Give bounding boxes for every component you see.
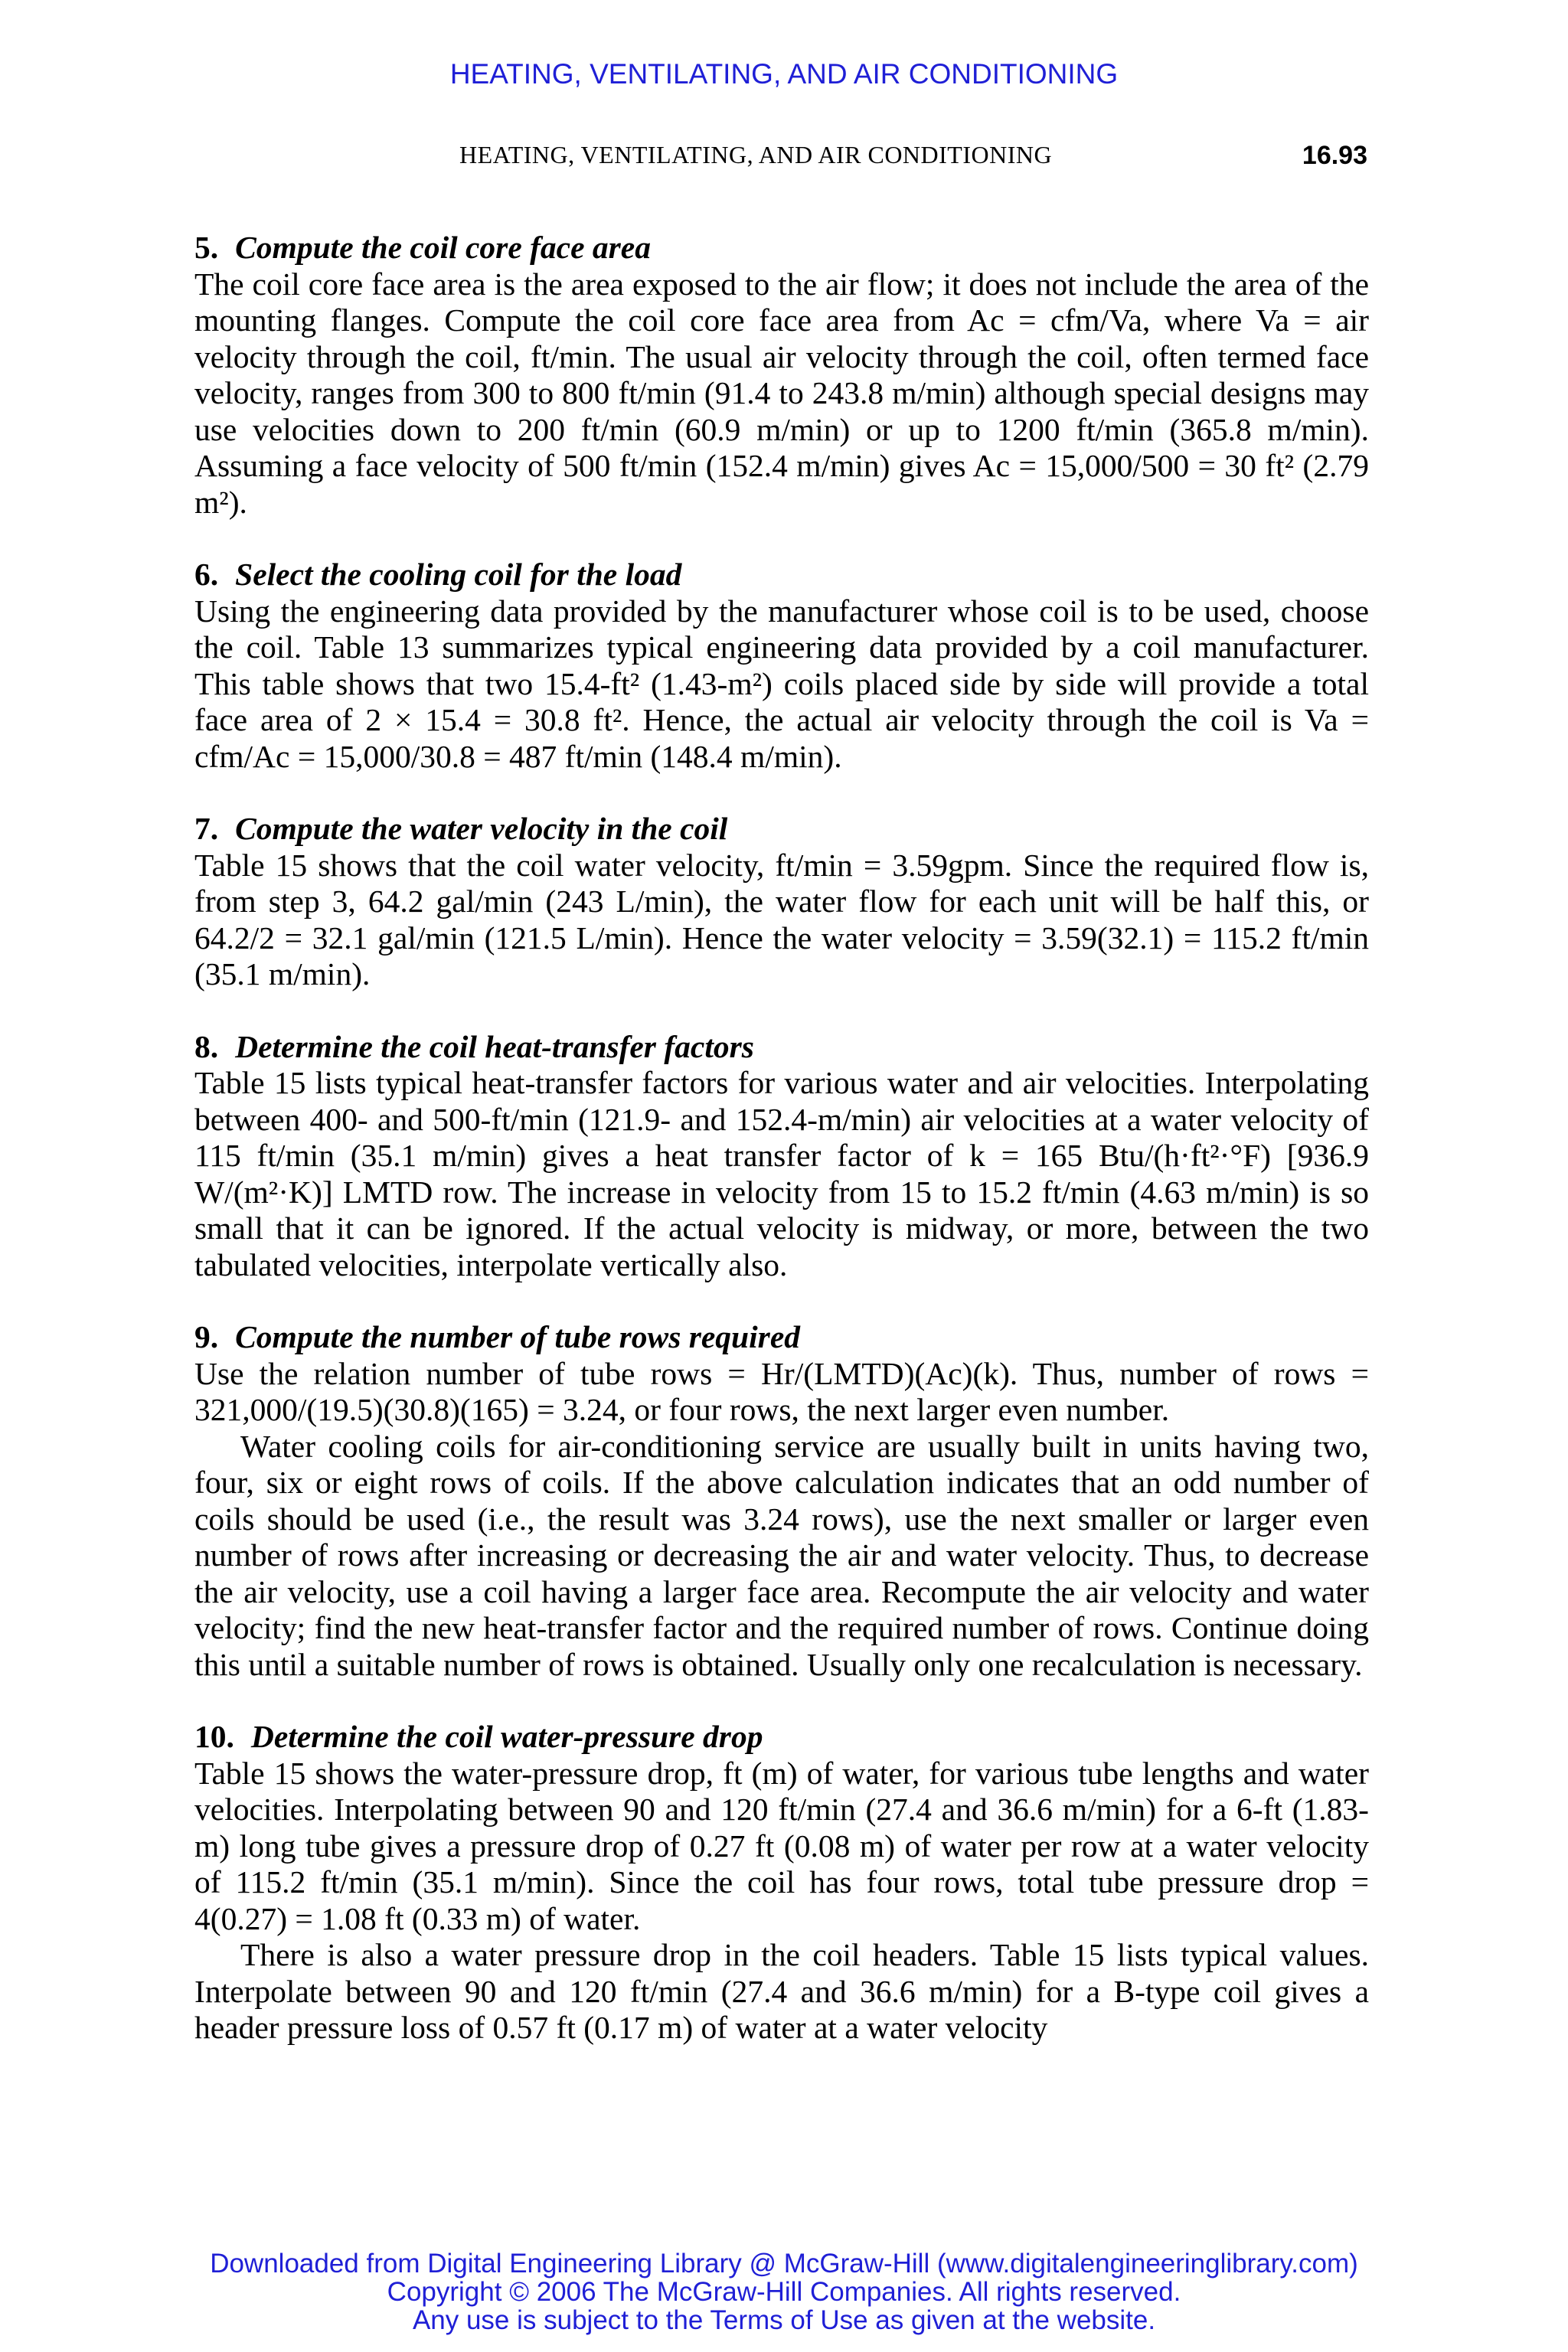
step-heading — [194, 230, 1369, 266]
footer-download-link[interactable]: Downloaded from Digital Engineering Library @ McGraw-Hill (www.digitalengineeringlibrary.com) — [210, 2249, 1358, 2278]
paragraph: Table 15 lists typical heat-transfer factors for various water and air velocities. Interpolating between 400- and 500-ft/min (121.9- and 152.4-m/min) air velocities at a water velocity of 115 ft/min (35.1 m/min) gives a heat transfer factor of k = 165 Btu/(h·ft²·°F) [936.9 W/(m²·K)] LMTD row. The increase in velocity from 15 to 15.2 ft/min (4.63 m/min) is so small that it can be ignored. If the actual velocity is midway, or more, between the two tabulated velocities, interpolate vertically also. — [194, 1065, 1369, 1282]
footer — [0, 2249, 1568, 2334]
footer-terms-link[interactable]: Any use is subject to the Terms of Use as given at the website. — [412, 2305, 1156, 2335]
paragraph: The coil core face area is the area exposed to the air flow; it does not include the area of the mounting flanges. Compute the coil core face area from Ac = cfm/Va, where Va = air velocity through the coil, ft/min. The usual air velocity through the coil, often termed face velocity, ranges from 300 to 800 ft/min (91.4 to 243.8 m/min) although special designs may use velocities down to 200 ft/min (60.9 m/min) or up to 1200 ft/min (365.8 m/min). Assuming a face velocity of 500 ft/min (152.4 m/min) gives Ac = 15,000/500 = 30 ft² (2.79 m²). — [194, 266, 1369, 520]
step-title: Compute the number of tube rows required — [235, 1319, 800, 1354]
paragraph: Use the relation number of tube rows = Hr/(LMTD)(Ac)(k). Thus, number of rows = 321,000/(19.5)(30.8)(165) = 3.24, or four rows, the next larger even number. — [194, 1355, 1369, 1427]
step-number: 7. — [194, 811, 219, 846]
step-number: 8. — [194, 1028, 219, 1064]
footer-copyright: Copyright © 2006 The McGraw-Hill Companies. All rights reserved. — [387, 2277, 1181, 2307]
paragraph: There is also a water pressure drop in the coil headers. Table 15 lists typical values. Interpolate between 90 and 120 ft/min (27.4 and 36.6 m/min) for a B-type coil gives a header pressure loss of 0.57 ft (0.17 m) of water at a water velocity — [194, 1937, 1369, 2045]
step-8 — [194, 1029, 1369, 1284]
step-title: Select the cooling coil for the load — [235, 557, 682, 592]
paragraph: Table 15 shows the water-pressure drop, ft (m) of water, for various tube lengths and water velocities. Interpolating between 90 and 120 ft/min (27.4 and 36.6 m/min) for a 6-ft (1.83-m) long tube gives a pressure drop of 0.27 ft (0.08 m) of water per row at a water velocity of 115.2 ft/min (35.1 m/min). Since the coil has four rows, total tube pressure drop = 4(0.27) = 1.08 ft (0.33 m) of water. — [194, 1755, 1369, 1936]
running-head-title: HEATING, VENTILATING, AND AIR CONDITIONING — [459, 141, 1053, 168]
paragraph: Water cooling coils for air-conditioning service are usually built in units having two, four, six or eight rows of coils. If the above calculation indicates that an odd number of coils should be used (i.e., the result was 3.24 rows), use the next smaller or larger even number of rows after increasing or decreasing the air and water velocity. Thus, to decrease the air velocity, use a coil having a larger face area. Recompute the air velocity and water velocity; find the new heat-transfer factor and the required number of rows. Continue doing this until a suitable number of rows is obtained. Usually only one recalculation is necessary. — [194, 1428, 1369, 1682]
step-number: 5. — [194, 230, 219, 265]
step-number: 9. — [194, 1319, 219, 1354]
step-5 — [194, 230, 1369, 521]
step-title: Determine the coil water-pressure drop — [250, 1719, 763, 1754]
step-10 — [194, 1719, 1369, 2047]
step-title: Compute the water velocity in the coil — [235, 811, 728, 846]
step-heading — [194, 1719, 1369, 1756]
step-6 — [194, 557, 1369, 775]
step-heading — [194, 1029, 1369, 1066]
paragraph: Using the engineering data provided by the manufacturer whose coil is to be used, choose the coil. Table 13 summarizes typical engineering data provided by a coil manufacturer. This table shows that two 15.4-ft² (1.43-m²) coils placed side by side will provide a total face area of 2 × 15.4 = 30.8 ft². Hence, the actual air velocity through the coil is Va = cfm/Ac = 15,000/30.8 = 487 ft/min (148.4 m/min). — [194, 593, 1369, 774]
step-heading — [194, 811, 1369, 848]
paragraph: Table 15 shows that the coil water velocity, ft/min = 3.59gpm. Since the required flow is, from step 3, 64.2 gal/min (243 L/min), the water flow for each unit will be half this, or 64.2/2 = 32.1 gal/min (121.5 L/min). Hence the water velocity = 3.59(32.1) = 115.2 ft/min (35.1 m/min). — [194, 847, 1369, 991]
step-number: 10. — [194, 1719, 234, 1754]
step-title: Determine the coil heat-transfer factors — [235, 1028, 754, 1064]
page-content — [194, 230, 1369, 2082]
page-number: 16.93 — [1302, 141, 1367, 170]
step-heading — [194, 557, 1369, 593]
step-heading — [194, 1319, 1369, 1356]
step-9 — [194, 1319, 1369, 1683]
step-7 — [194, 811, 1369, 993]
step-number: 6. — [194, 557, 219, 592]
step-title: Compute the coil core face area — [235, 230, 651, 265]
top-link[interactable]: HEATING, VENTILATING, AND AIR CONDITIONING — [449, 58, 1119, 90]
